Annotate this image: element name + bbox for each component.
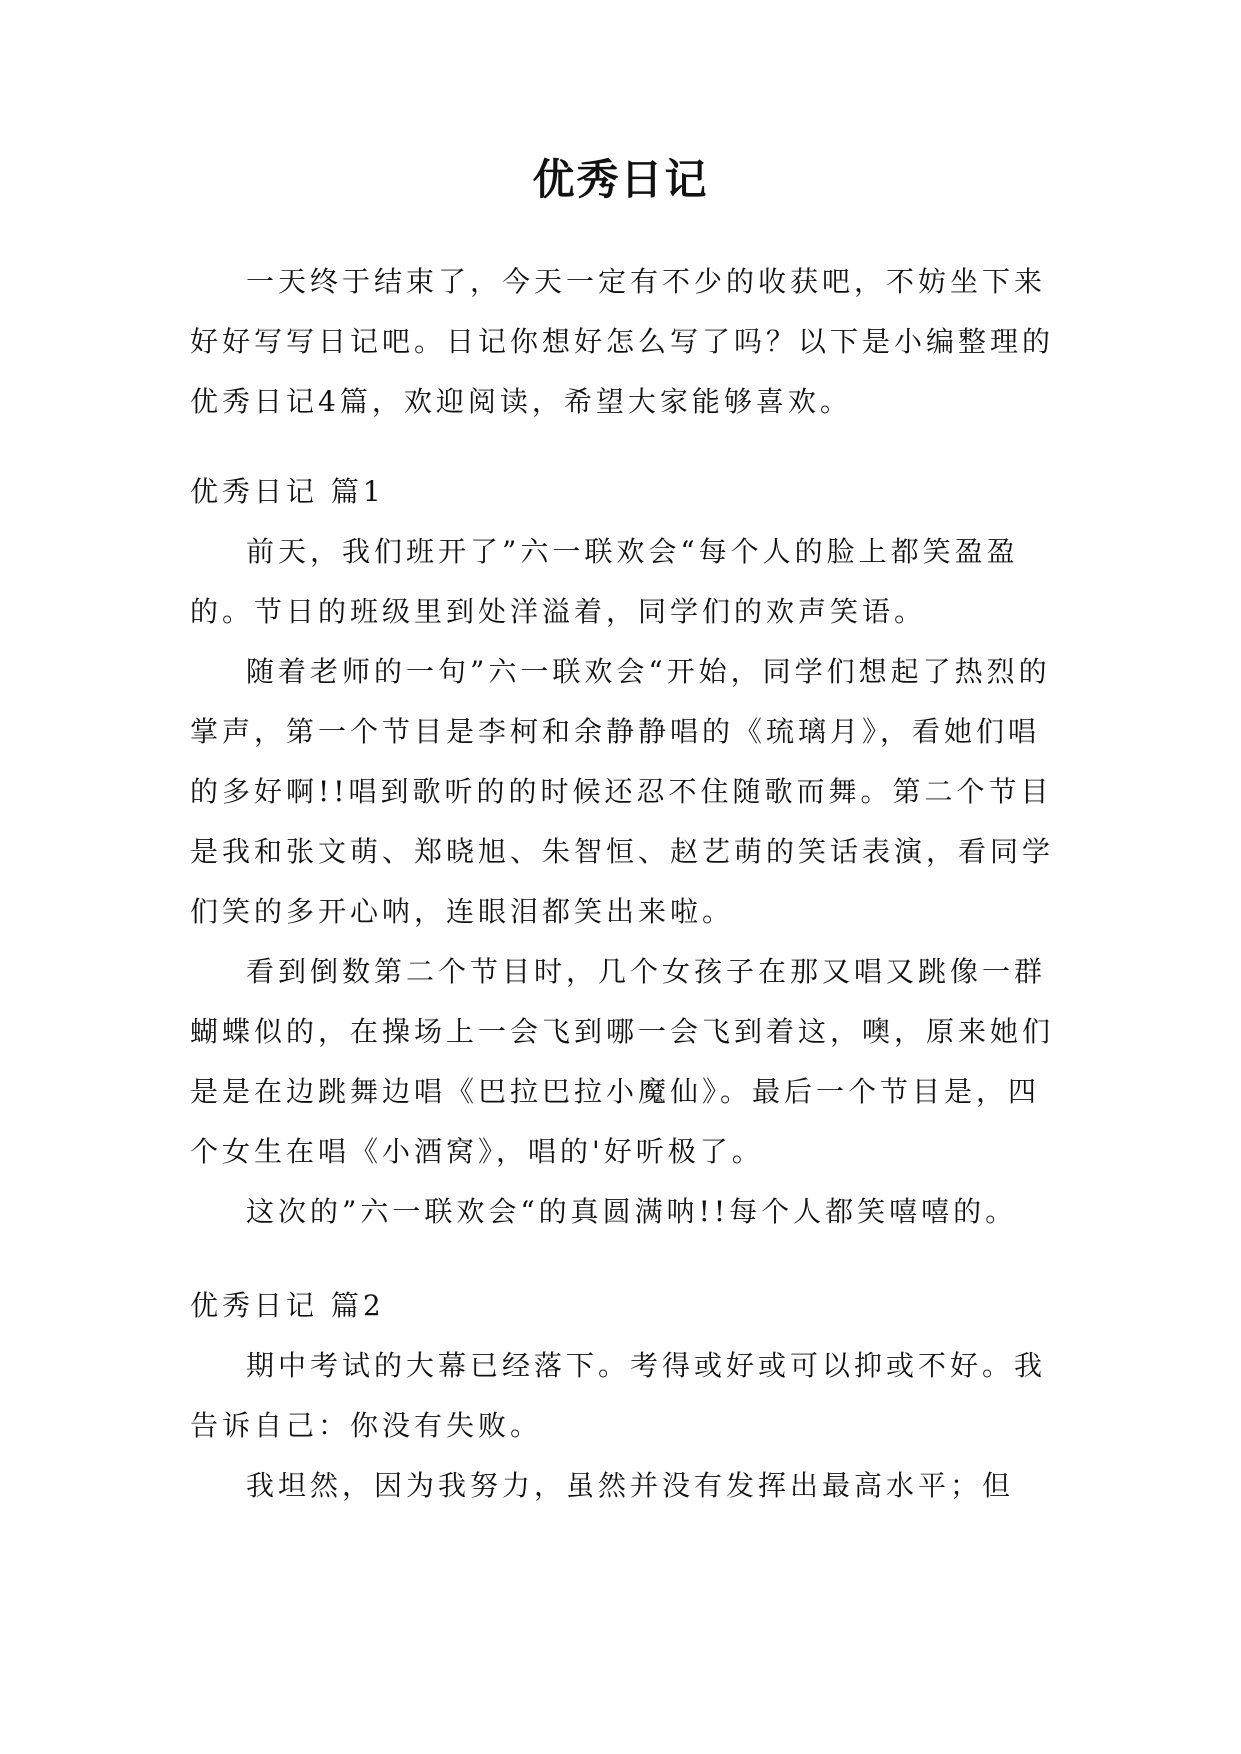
paragraph: 我坦然，因为我努力，虽然并没有发挥出最高水平；但 xyxy=(246,1469,1015,1502)
document-title: 优秀日记 xyxy=(532,155,709,204)
paragraph: 前天，我们班开了”六一联欢会“每个人的脸上都笑盈盈的。节日的班级里到处洋溢着，同学们的欢声笑语。 xyxy=(190,535,1019,628)
section-heading: 优秀日记 篇2 xyxy=(190,1289,385,1322)
paragraph: 这次的”六一联欢会“的真圆满呐!!每个人都笑嘻嘻的。 xyxy=(246,1195,1018,1228)
section-2 xyxy=(190,1276,1070,1516)
intro-block xyxy=(190,252,1070,432)
section-1 xyxy=(190,462,1070,1242)
paragraph: 随着老师的一句”六一联欢会“开始，同学们想起了热烈的掌声，第一个节目是李柯和余静静唱的《琉璃月》，看她们唱的多好啊!!唱到歌听的的时候还忍不住随歌而舞。第二个节目是我和张文萌、郑晓旭、朱智恒、赵艺萌的笑话表演，看同学们笑的多开心呐，连眼泪都笑出来啦。 xyxy=(190,655,1055,928)
section-heading: 优秀日记 篇1 xyxy=(190,475,385,508)
paragraph: 期中考试的大幕已经落下。考得或好或可以抑或不好。我告诉自己：你没有失败。 xyxy=(190,1349,1047,1442)
intro-paragraph: 一天终于结束了，今天一定有不少的收获吧，不妨坐下来好好写写日记吧。日记你想好怎么写了吗？以下是小编整理的优秀日记4篇，欢迎阅读，希望大家能够喜欢。 xyxy=(190,265,1055,418)
paragraph: 看到倒数第二个节目时，几个女孩子在那又唱又跳像一群蝴蝶似的，在操场上一会飞到哪一会飞到着这，噢，原来她们是是在边跳舞边唱《巴拉巴拉小魔仙》。最后一个节目是，四个女生在唱《小酒窝》，唱的'好听极了。 xyxy=(190,955,1055,1168)
